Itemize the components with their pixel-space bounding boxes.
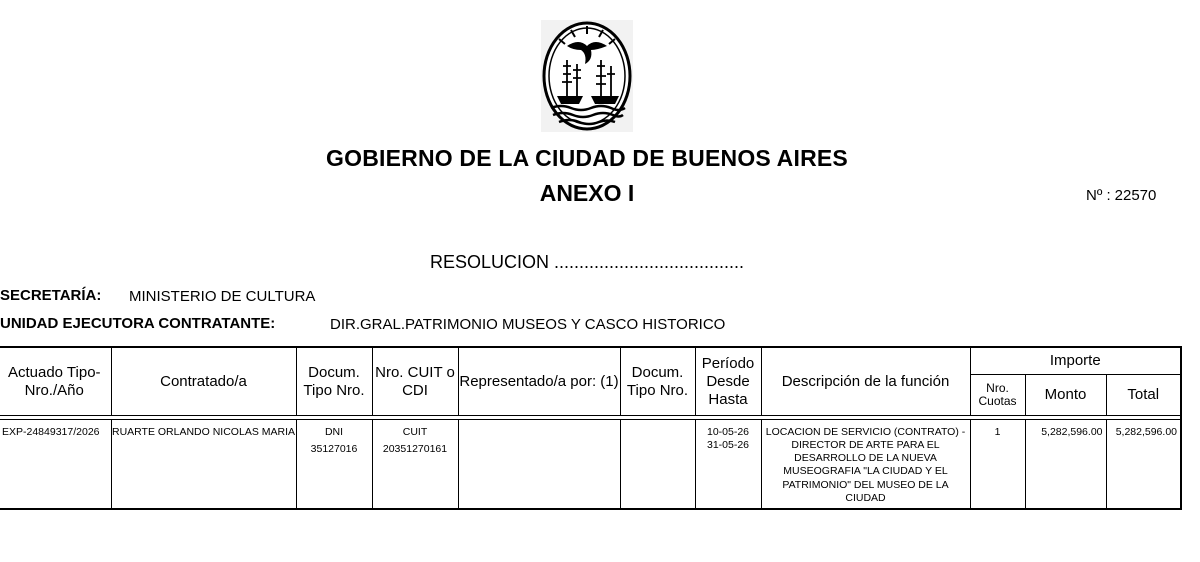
cell-hasta: 31-05-26 [706, 439, 750, 452]
secretaria-label: SECRETARÍA: [0, 287, 102, 304]
cell-doc-tipo: DNI [324, 426, 344, 438]
table-header-row [0, 347, 1181, 375]
secretaria-value: MINISTERIO DE CULTURA [129, 288, 316, 305]
header-contratado: Contratado/a [111, 347, 296, 416]
header-total: Total [1106, 375, 1181, 416]
cell-cuit-nro: 20351270161 [382, 443, 448, 456]
cell-periodo [695, 420, 761, 510]
header-nro-cuit: Nro. CUIT o CDI [372, 347, 458, 416]
unidad-ejecutora-value: DIR.GRAL.PATRIMONIO MUSEOS Y CASCO HISTORICO [330, 316, 726, 333]
page-title: GOBIERNO DE LA CIUDAD DE BUENOS AIRES [326, 145, 848, 171]
header-monto: Monto [1025, 375, 1106, 416]
annex-title: ANEXO I [539, 180, 635, 206]
cell-descripcion-text: LOCACION DE SERVICIO (CONTRATO) - DIRECTOR DE ARTE PARA EL DESARROLLO DE LA NUEVA MUSEOGRAFIA "LA CIUDAD Y EL PATRIMONIO" DEL MUSEO DE LA CIUDAD [765, 426, 966, 504]
cell-desde: 10-05-26 [706, 426, 750, 438]
unidad-ejecutora-label: UNIDAD EJECUTORA CONTRATANTE: [0, 315, 276, 332]
cell-contratado: RUARTE ORLANDO NICOLAS MARIA [111, 420, 296, 510]
header-nro-cuotas: Nro. Cuotas [970, 375, 1025, 416]
cell-actuado: EXP-24849317/2026 [0, 420, 111, 510]
header-representado: Representado/a por: (1) [458, 347, 620, 416]
header-actuado: Actuado Tipo-Nro./Año [0, 347, 111, 416]
cell-monto: 5,282,596.00 [1025, 420, 1106, 510]
cell-cuotas: 1 [970, 420, 1025, 510]
document-number-value: 22570 [1114, 187, 1157, 204]
table-row [0, 420, 1181, 510]
cell-doc-nro: 35127016 [310, 443, 358, 456]
contracts-table [0, 346, 1182, 510]
header-descripcion: Descripción de la función [761, 347, 970, 416]
header-importe: Importe [970, 347, 1181, 375]
cell-cuit-tipo: CUIT [402, 426, 428, 438]
resolution-line: RESOLUCION ...................................... [429, 252, 745, 272]
cell-total: 5,282,596.00 [1106, 420, 1181, 510]
document-number-label: Nº : [1086, 187, 1111, 204]
document-number [1086, 187, 1156, 204]
header-periodo: Período Desde Hasta [695, 347, 761, 416]
cell-descripcion [761, 420, 970, 510]
cell-documento [296, 420, 372, 510]
cell-cuit [372, 420, 458, 510]
header-docum-tipo: Docum. Tipo Nro. [296, 347, 372, 416]
cell-docum-representante [620, 420, 695, 510]
header-docum-tipo-representante: Docum. Tipo Nro. [620, 347, 695, 416]
cell-representado [458, 420, 620, 510]
buenos-aires-coat-of-arms-logo [541, 20, 633, 132]
